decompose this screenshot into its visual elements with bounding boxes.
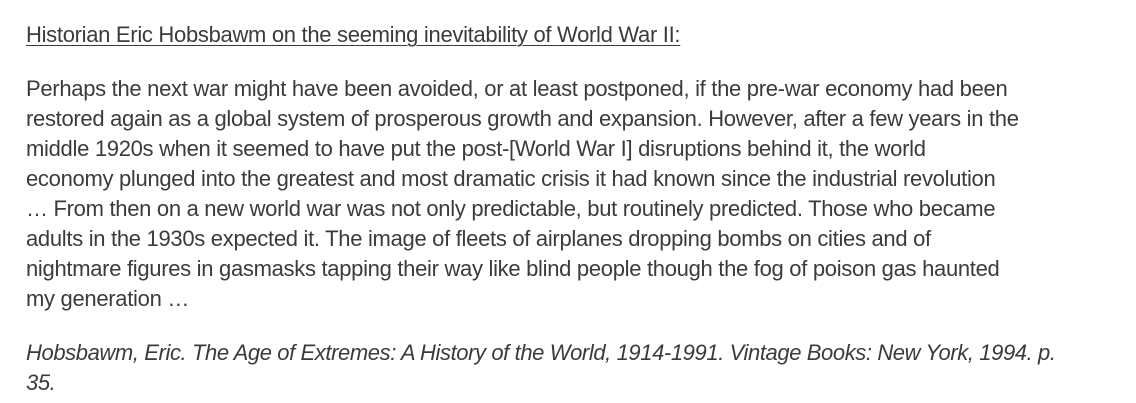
quote-line: Perhaps the next war might have been avoided, or at least postponed, if the pre-war economy had been — [26, 76, 1008, 101]
citation-line: Hobsbawm, Eric. The Age of Extremes: A History of the World, 1914-1991. Vintage Books: New York, 1994. p. — [26, 340, 1056, 365]
quote-line: middle 1920s when it seemed to have put the post-[World War I] disruptions behind it, the world — [26, 136, 926, 161]
section-heading: Historian Eric Hobsbawm on the seeming inevitability of World War II: — [26, 22, 681, 47]
quote-line: nightmare figures in gasmasks tapping their way like blind people though the fog of poison gas haunted — [26, 256, 1000, 281]
quote-line: … From then on a new world war was not only predictable, but routinely predicted. Those who became — [26, 196, 996, 221]
citation-line: 35. — [26, 370, 56, 395]
citation — [26, 338, 1136, 398]
quote-line: economy plunged into the greatest and most dramatic crisis it had known since the industrial revolution — [26, 166, 996, 191]
quote-line: restored again as a global system of prosperous growth and expansion. However, after a few years in the — [26, 106, 1019, 131]
document-body — [26, 20, 1136, 398]
quote-line: adults in the 1930s expected it. The image of fleets of airplanes dropping bombs on cities and of — [26, 226, 931, 251]
block-quote — [26, 74, 1136, 314]
quote-line: my generation … — [26, 286, 190, 311]
